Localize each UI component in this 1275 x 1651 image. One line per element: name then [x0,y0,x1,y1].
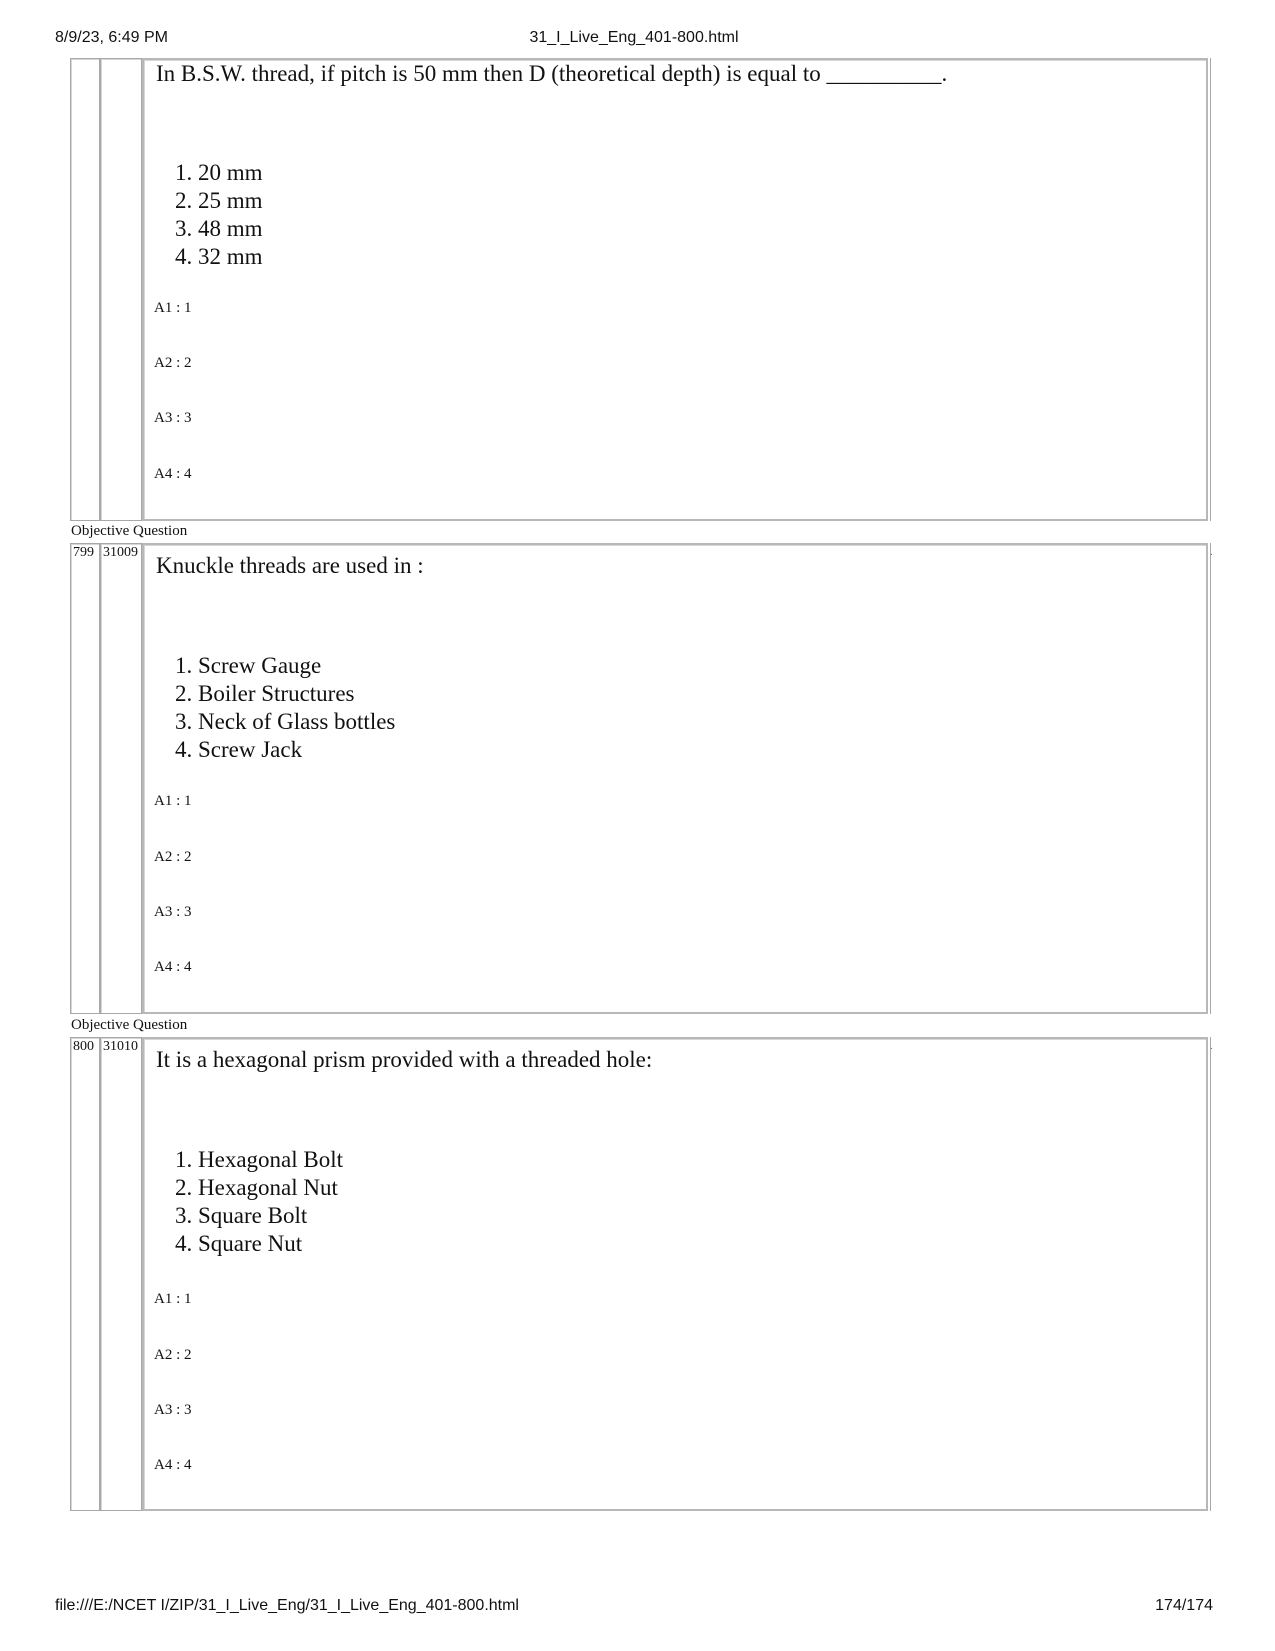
section-label: Objective Question [71,523,188,539]
question-content-cell [142,58,1208,521]
document-title: 31_I_Live_Eng_401-800.html [529,29,739,46]
answer-key: A4 : 4 [154,959,192,975]
answer-key: A3 : 3 [154,410,192,426]
answer-key: A2 : 2 [154,355,192,371]
option-item: 4. Square Nut [198,1230,343,1258]
option-list [156,652,395,764]
option-item: 3. 48 mm [198,215,263,243]
option-list [156,159,263,271]
option-item: 1. Screw Gauge [198,652,395,680]
serial-cell [70,58,100,521]
print-datetime: 8/9/23, 6:49 PM [55,29,168,46]
answer-key: A1 : 1 [154,1291,192,1307]
answer-key: A4 : 4 [154,466,192,482]
serial-cell [70,543,100,1014]
answer-key: A1 : 1 [154,300,192,316]
table-edge [1210,543,1215,1014]
serial-number: 799 [73,545,94,560]
section-label: Objective Question [71,1017,188,1033]
question-id: 31010 [103,1039,138,1054]
answer-key: A2 : 2 [154,1347,192,1363]
question-id-cell [100,58,142,521]
question-text: In B.S.W. thread, if pitch is 50 mm then D (theoretical depth) is equal to __________. [156,61,948,86]
serial-number: 800 [73,1039,94,1054]
question-id-cell [100,1037,142,1511]
option-item: 1. 20 mm [198,159,263,187]
question-content-cell [142,543,1208,1014]
answer-key: A1 : 1 [154,793,192,809]
question-block [70,543,1218,1014]
truncated-cell-mark: ․ [1210,1041,1214,1051]
table-edge [1210,1037,1215,1511]
question-text: Knuckle threads are used in : [156,553,424,578]
option-item: 4. 32 mm [198,243,263,271]
option-item: 2. Boiler Structures [198,680,395,708]
option-list [156,1146,343,1258]
option-item: 3. Neck of Glass bottles [198,708,395,736]
serial-cell [70,1037,100,1511]
table-edge [1210,58,1215,521]
print-footer [55,1597,1213,1621]
option-item: 4. Screw Jack [198,736,395,764]
question-id: 31009 [103,545,138,560]
print-header [55,29,1213,53]
question-block [70,1037,1218,1511]
option-item: 1. Hexagonal Bolt [198,1146,343,1174]
option-item: 3. Square Bolt [198,1202,343,1230]
question-id-cell [100,543,142,1014]
option-item: 2. 25 mm [198,187,263,215]
question-content-cell [142,1037,1208,1511]
page-number: 174/174 [1155,1597,1213,1614]
question-block [70,58,1218,521]
answer-key: A2 : 2 [154,849,192,865]
answer-key: A3 : 3 [154,904,192,920]
answer-key: A3 : 3 [154,1402,192,1418]
question-text: It is a hexagonal prism provided with a threaded hole: [156,1047,653,1072]
option-item: 2. Hexagonal Nut [198,1174,343,1202]
truncated-cell-mark: ․ [1210,547,1214,557]
answer-key: A4 : 4 [154,1457,192,1473]
file-url: file:///E:/NCET I/ZIP/31_I_Live_Eng/31_I_Live_Eng_401-800.html [55,1597,519,1614]
